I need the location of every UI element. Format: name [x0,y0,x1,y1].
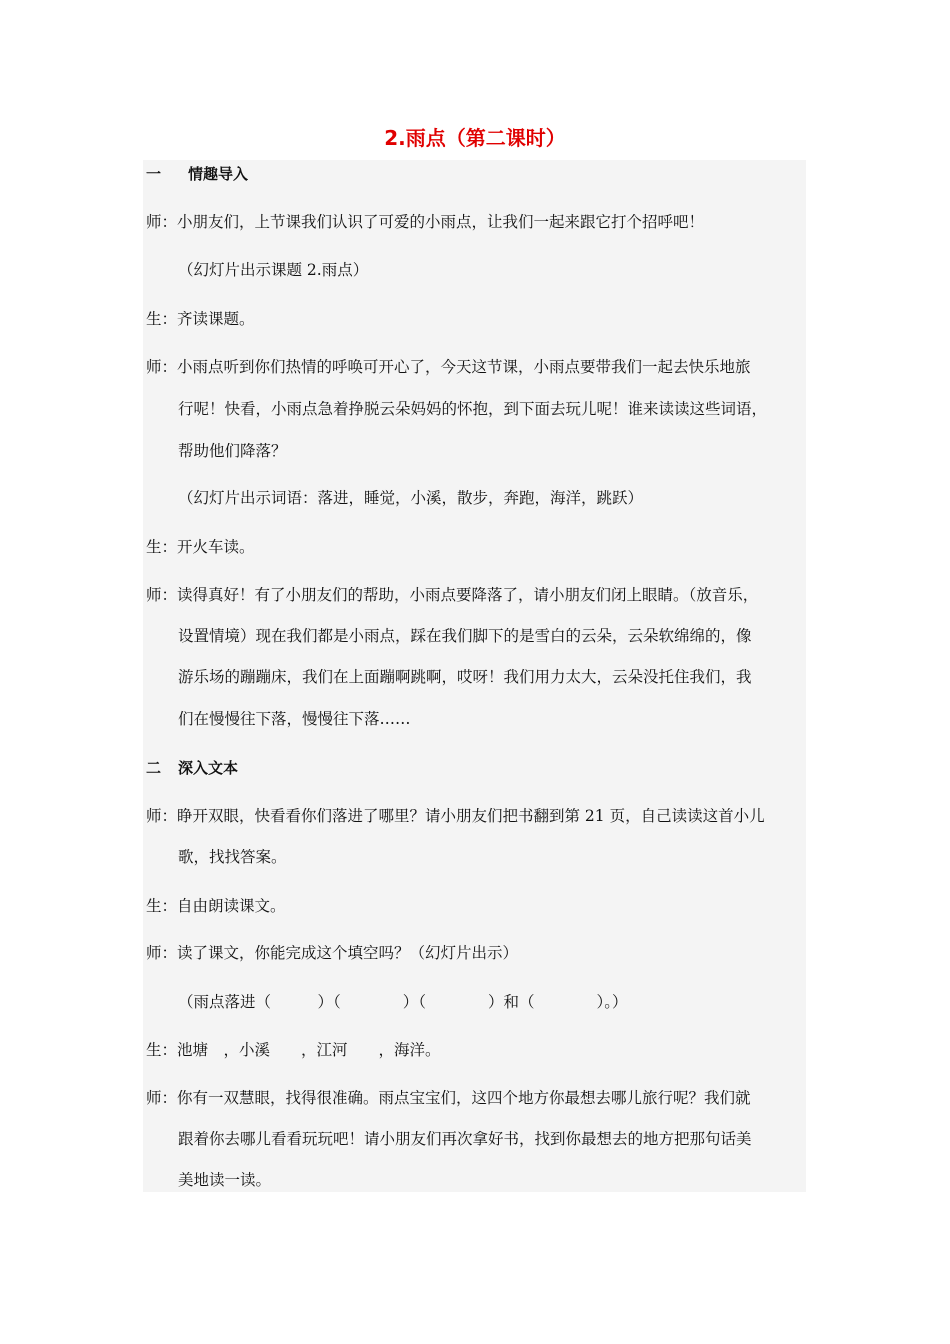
paragraph-line: （幻灯片出示词语：落进，睡觉，小溪，散步，奔跑，海洋，跳跃） [178,489,644,507]
section-heading-text: 情趣导入 [188,165,249,183]
paragraph-line: 歌，找找答案。 [178,848,287,866]
paragraph-line: 帮助他们降落？ [178,442,287,460]
paragraph-line: 设置情境）现在我们都是小雨点，踩在我们脚下的是雪白的云朵，云朵软绵绵的，像 [178,627,752,645]
paragraph-line: 美地读一读。 [178,1171,272,1189]
paragraph-line: 行呢！快看，小雨点急着挣脱云朵妈妈的怀抱，到下面去玩儿呢！谁来读读这些词语， [178,400,768,418]
fill-in-blank-line: （雨点落进（ ）（ ）（ ）和（ ）。） [178,993,628,1011]
paragraph-line: （幻灯片出示课题 2.雨点） [178,261,369,279]
section-number: 一 [146,165,162,183]
section-heading-1 [146,163,248,185]
paragraph-line: 生：自由朗读课文。 [146,897,286,915]
paragraph-line: 跟着你去哪儿看看玩玩吧！请小朋友们再次拿好书，找到你最想去的地方把那句话美 [178,1130,752,1148]
paragraph-line: 师：你有一双慧眼，找得很准确。雨点宝宝们，这四个地方你最想去哪儿旅行呢？我们就 [146,1089,751,1107]
paragraph-line: 生：开火车读。 [146,538,255,556]
paragraph-line: 生：池塘 ，小溪 ，江河 ，海洋。 [146,1041,441,1059]
section-number: 二 [146,759,162,777]
paragraph-line: 们在慢慢往下落，慢慢往下落…… [178,710,411,728]
paragraph-line: 师：睁开双眼，快看看你们落进了哪里？请小朋友们把书翻到第 21 页，自己读读这首小儿 [146,807,765,825]
section-heading-2 [146,757,238,779]
paragraph-line: 师：读得真好！有了小朋友们的帮助，小雨点要降落了，请小朋友们闭上眼睛。（放音乐， [146,586,759,604]
section-heading-text: 深入文本 [178,759,239,777]
paragraph-line: 游乐场的蹦蹦床，我们在上面蹦啊跳啊，哎呀！我们用力太大，云朵没托住我们，我 [178,668,752,686]
paragraph-line: 师：小雨点听到你们热情的呼唤可开心了，今天这节课，小雨点要带我们一起去快乐地旅 [146,358,751,376]
paragraph-line: 师：小朋友们，上节课我们认识了可爱的小雨点，让我们一起来跟它打个招呼吧！ [146,213,705,231]
page-title: 2.雨点（第二课时） [384,126,566,150]
paragraph-line: 师：读了课文，你能完成这个填空吗？（幻灯片出示） [146,944,519,962]
paragraph-line: 生：齐读课题。 [146,310,255,328]
